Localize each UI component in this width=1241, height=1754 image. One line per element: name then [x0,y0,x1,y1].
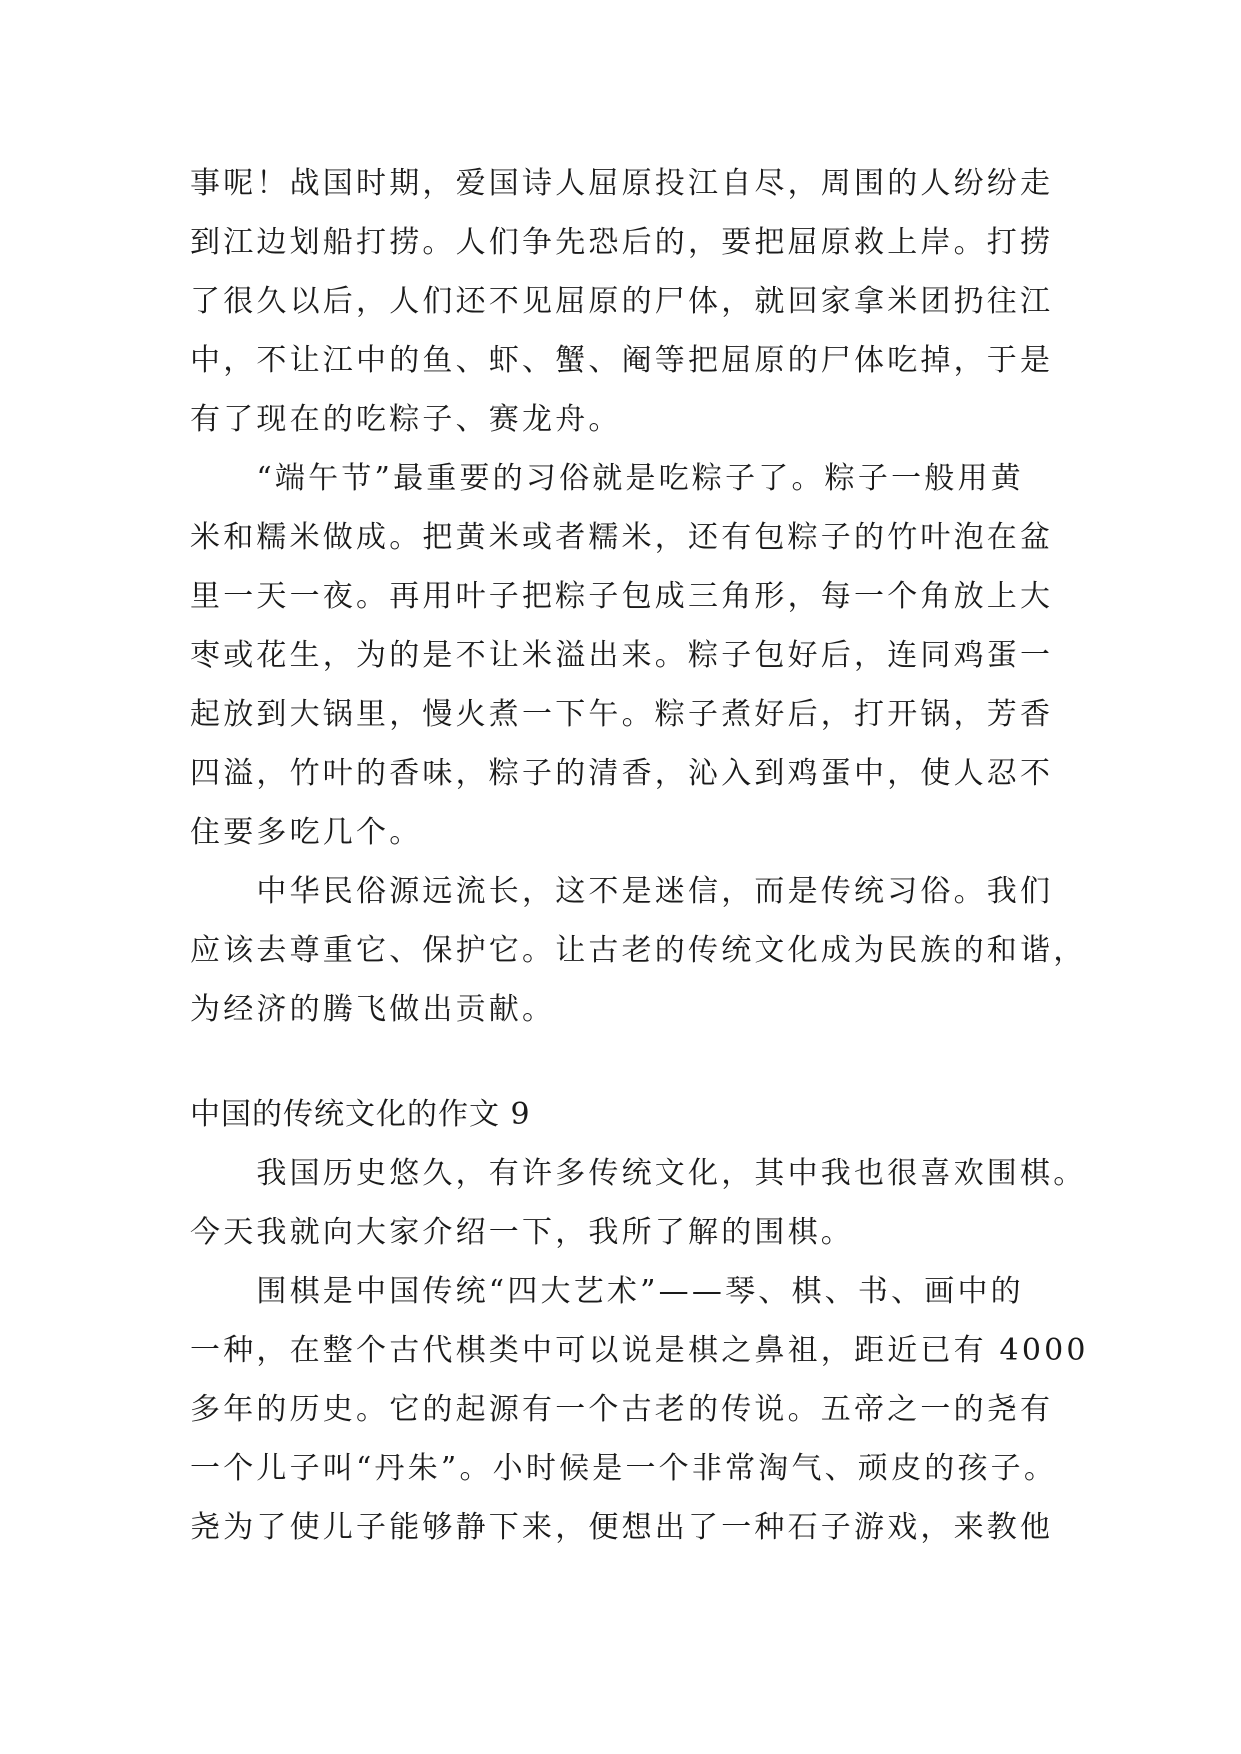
text-line: 事呢！战国时期，爱国诗人屈原投江自尽，周围的人纷纷走 [190,166,1054,201]
text-line: 为经济的腾飞做出贡献。 [190,992,556,1027]
text-line: 枣或花生，为的是不让米溢出来。粽子包好后，连同鸡蛋一 [190,638,1054,673]
text-line: 中，不让江中的鱼、虾、蟹、阉等把屈原的尸体吃掉，于是 [190,343,1054,378]
text-line: 我国历史悠久，有许多传统文化，其中我也很喜欢围棋。 [190,1156,1087,1191]
text-line: 尧为了使儿子能够静下来，便想出了一种石子游戏，来教他 [190,1510,1054,1545]
text-line: 多年的历史。它的起源有一个古老的传说。五帝之一的尧有 [190,1392,1054,1427]
text-line: “端午节”最重要的习俗就是吃粽子了。粽子一般用黄 [190,461,1024,496]
text-line: 里一天一夜。再用叶子把粽子包成三角形，每一个角放上大 [190,579,1054,614]
text-line: 今天我就向大家介绍一下，我所了解的围棋。 [190,1215,854,1250]
text-line: 四溢，竹叶的香味，粽子的清香，沁入到鸡蛋中，使人忍不 [190,756,1054,791]
text-line: 围棋是中国传统“四大艺术”——琴、棋、书、画中的 [190,1274,1024,1309]
text-line: 有了现在的吃粽子、赛龙舟。 [190,402,622,437]
text-line: 一个儿子叫“丹朱”。小时候是一个非常淘气、顽皮的孩子。 [190,1451,1058,1486]
text-line: 了很久以后，人们还不见屈原的尸体，就回家拿米团扔往江 [190,284,1054,319]
text-line: 中华民俗源远流长，这不是迷信，而是传统习俗。我们 [190,874,1054,909]
section-heading: 中国的传统文化的作文 9 [190,1097,531,1132]
text-line: 到江边划船打捞。人们争先恐后的，要把屈原救上岸。打捞 [190,225,1054,260]
text-line: 起放到大锅里，慢火煮一下午。粽子煮好后，打开锅，芳香 [190,697,1054,732]
text-line: 一种，在整个古代棋类中可以说是棋之鼻祖，距近已有 4000 [190,1333,1089,1368]
text-line: 米和糯米做成。把黄米或者糯米，还有包粽子的竹叶泡在盆 [190,520,1054,555]
text-line: 住要多吃几个。 [190,815,423,850]
text-line: 应该去尊重它、保护它。让古老的传统文化成为民族的和谐， [190,933,1087,968]
